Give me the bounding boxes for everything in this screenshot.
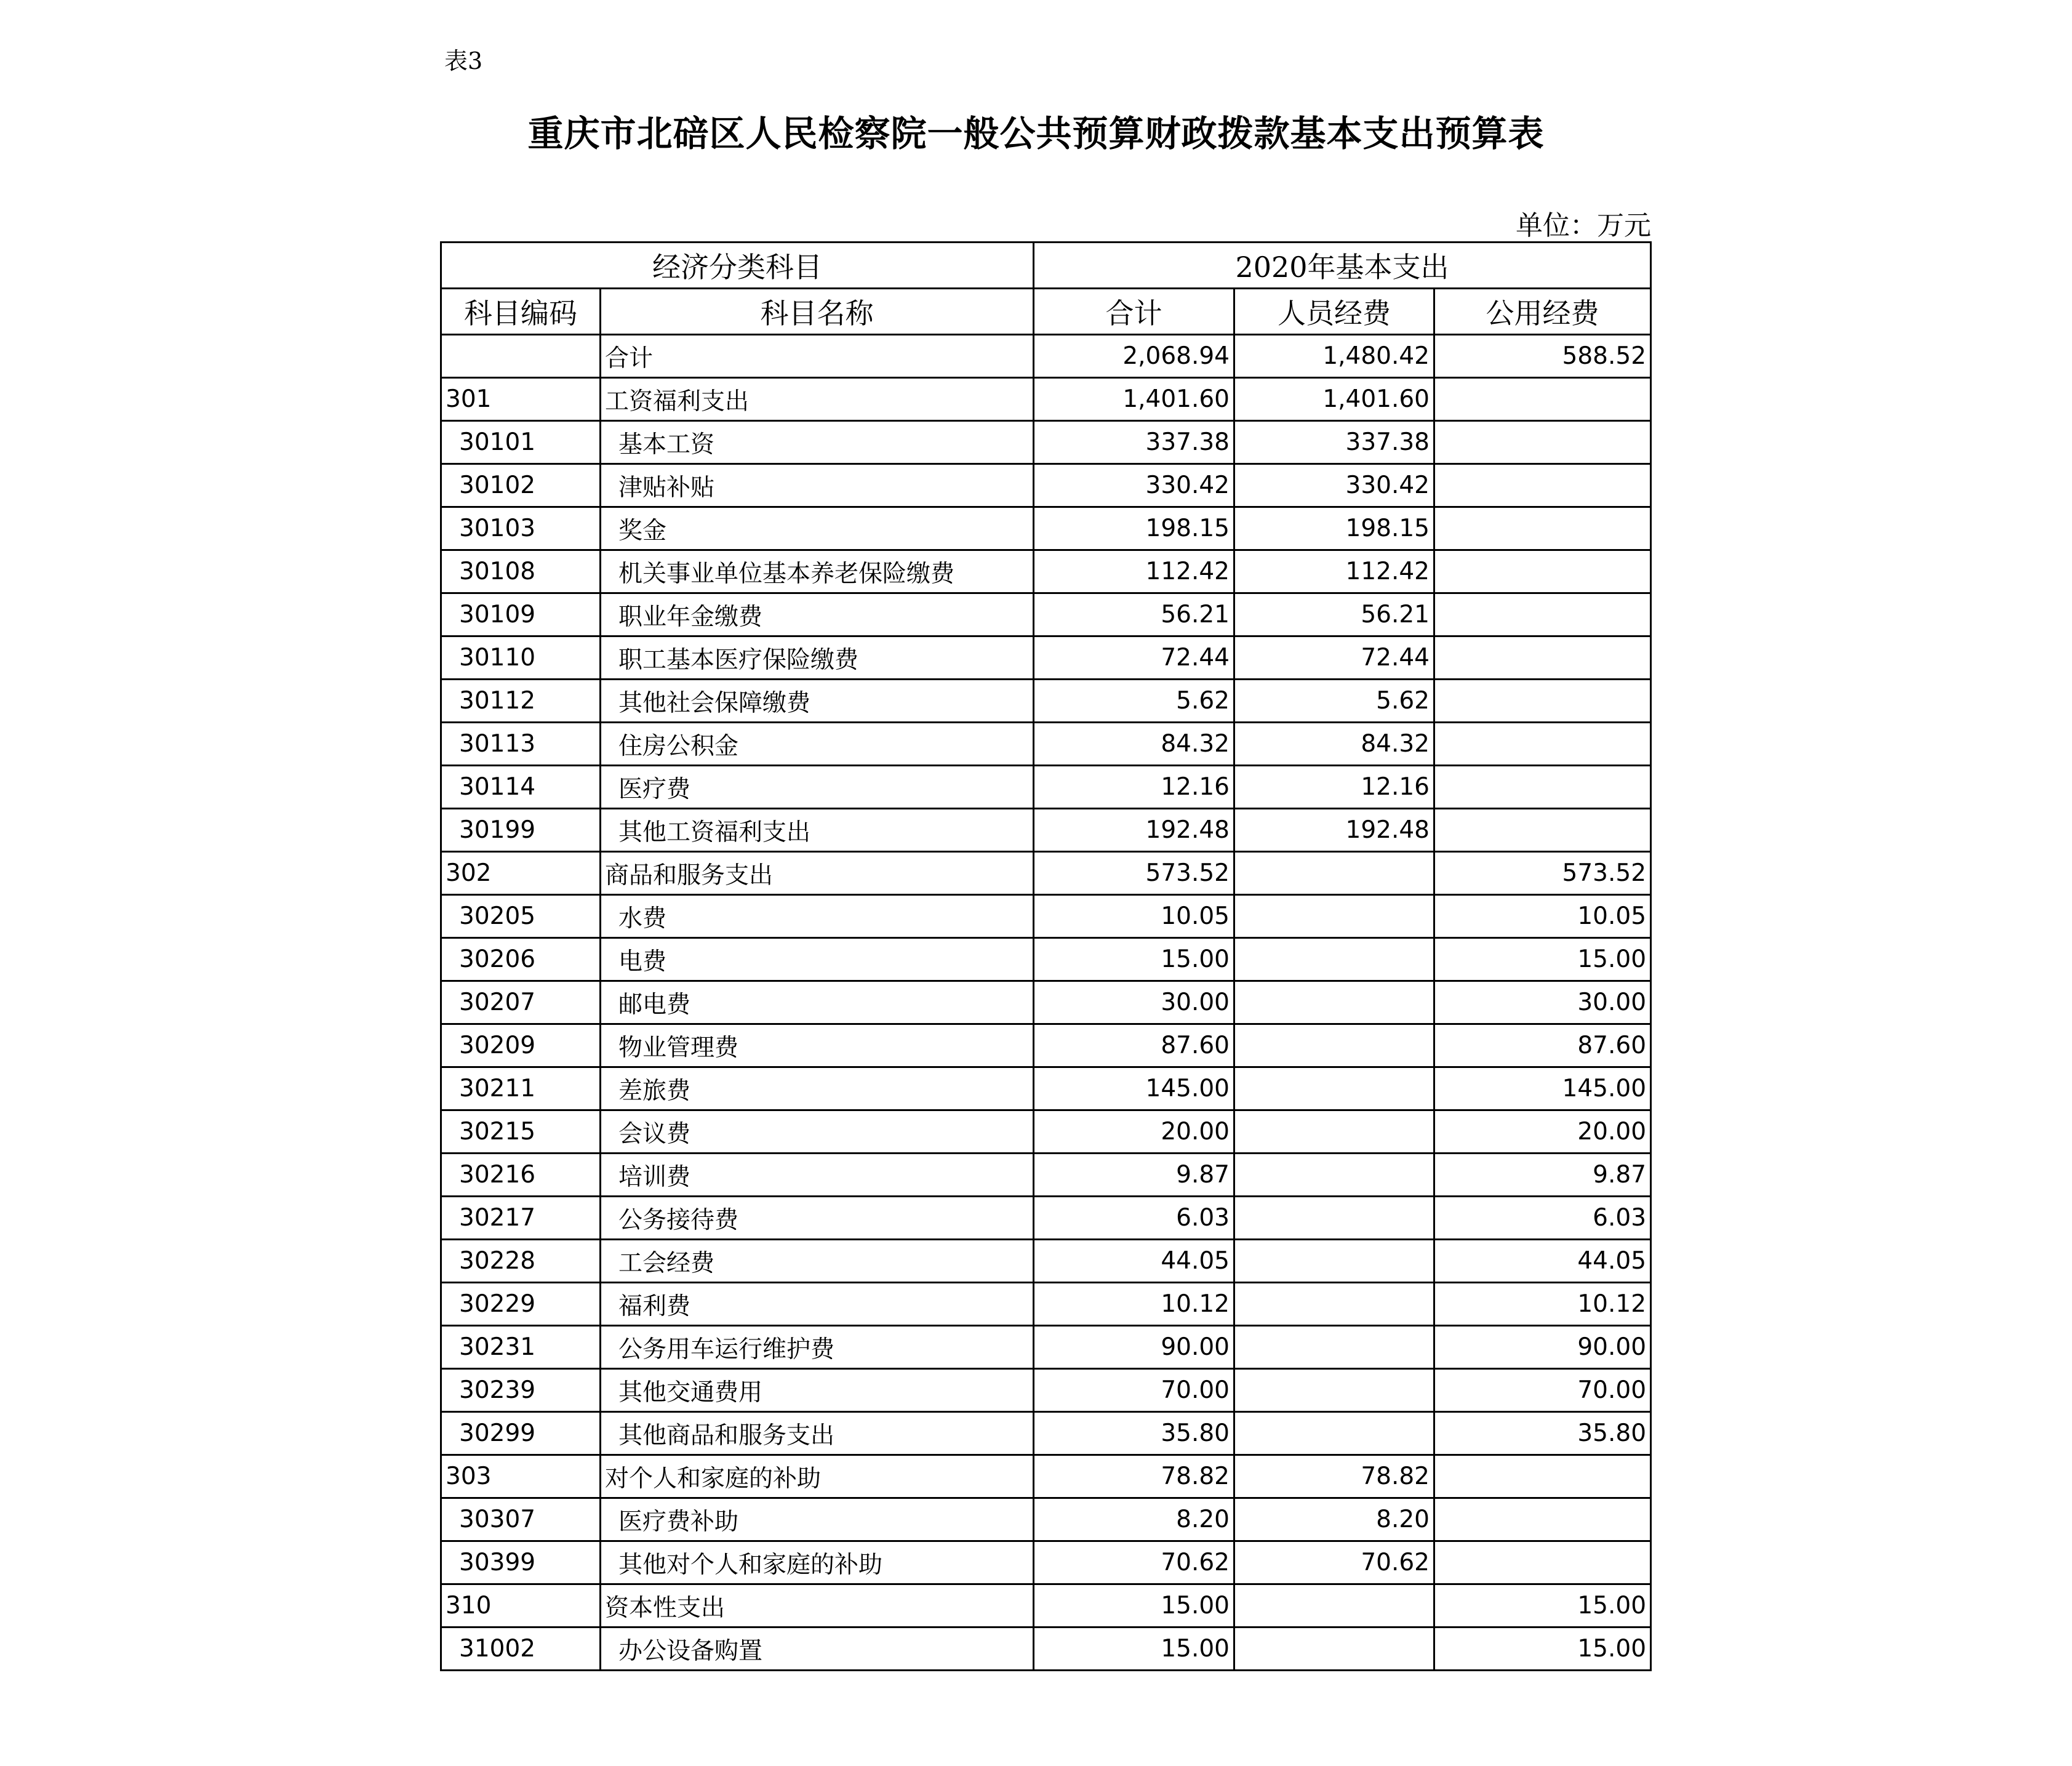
subject-code-cell <box>441 335 601 378</box>
table-row <box>441 550 1651 593</box>
subject-name-cell: 邮电费 <box>601 981 1034 1024</box>
subject-name-cell: 奖金 <box>601 507 1034 550</box>
personnel-expense-cell: 8.20 <box>1234 1498 1434 1541</box>
public-expense-cell: 6.03 <box>1434 1197 1651 1240</box>
table-row <box>441 1541 1651 1584</box>
public-expense-cell: 87.60 <box>1434 1024 1651 1067</box>
public-expense-cell: 20.00 <box>1434 1110 1651 1154</box>
table-row <box>441 1240 1651 1283</box>
total-cell: 56.21 <box>1034 593 1234 636</box>
table-row <box>441 938 1651 981</box>
subject-name-cell: 工会经费 <box>601 1240 1034 1283</box>
total-cell: 6.03 <box>1034 1197 1234 1240</box>
personnel-expense-cell: 337.38 <box>1234 421 1434 464</box>
table-row <box>441 1628 1651 1671</box>
total-cell: 72.44 <box>1034 636 1234 680</box>
table-row <box>441 1110 1651 1154</box>
public-expense-cell: 30.00 <box>1434 981 1651 1024</box>
subject-code-cell: 30110 <box>441 636 601 680</box>
subject-name-cell: 津贴补贴 <box>601 464 1034 507</box>
subject-code-cell: 30228 <box>441 1240 601 1283</box>
personnel-expense-cell: 56.21 <box>1234 593 1434 636</box>
table-row <box>441 1326 1651 1369</box>
total-cell: 15.00 <box>1034 1584 1234 1628</box>
subject-name-cell: 对个人和家庭的补助 <box>601 1455 1034 1498</box>
total-cell: 15.00 <box>1034 938 1234 981</box>
total-cell: 70.00 <box>1034 1369 1234 1412</box>
table-row <box>441 809 1651 852</box>
total-cell: 198.15 <box>1034 507 1234 550</box>
subject-code-cell: 30299 <box>441 1412 601 1455</box>
subject-name-cell: 物业管理费 <box>601 1024 1034 1067</box>
subject-code-cell: 30103 <box>441 507 601 550</box>
subject-name-cell: 办公设备购置 <box>601 1628 1034 1671</box>
subject-code-cell: 30102 <box>441 464 601 507</box>
total-cell: 8.20 <box>1034 1498 1234 1541</box>
subject-code-cell: 30199 <box>441 809 601 852</box>
header-economic-classification: 经济分类科目 <box>441 243 1034 289</box>
personnel-expense-cell <box>1234 1326 1434 1369</box>
subject-name-cell: 合计 <box>601 335 1034 378</box>
public-expense-cell <box>1434 1455 1651 1498</box>
subject-name-cell: 培训费 <box>601 1154 1034 1197</box>
public-expense-cell <box>1434 593 1651 636</box>
subject-code-cell: 30231 <box>441 1326 601 1369</box>
personnel-expense-cell: 72.44 <box>1234 636 1434 680</box>
subject-name-cell: 其他工资福利支出 <box>601 809 1034 852</box>
subject-name-cell: 会议费 <box>601 1110 1034 1154</box>
header-total: 合计 <box>1034 289 1234 335</box>
subject-name-cell: 住房公积金 <box>601 723 1034 766</box>
header-basic-expenditure-2020: 2020年基本支出 <box>1034 243 1651 289</box>
total-cell: 192.48 <box>1034 809 1234 852</box>
total-cell: 112.42 <box>1034 550 1234 593</box>
public-expense-cell <box>1434 550 1651 593</box>
total-cell: 330.42 <box>1034 464 1234 507</box>
subject-name-cell: 水费 <box>601 895 1034 938</box>
personnel-expense-cell <box>1234 1067 1434 1110</box>
personnel-expense-cell <box>1234 1584 1434 1628</box>
subject-name-cell: 机关事业单位基本养老保险缴费 <box>601 550 1034 593</box>
personnel-expense-cell <box>1234 895 1434 938</box>
table-row <box>441 378 1651 421</box>
subject-name-cell: 其他对个人和家庭的补助 <box>601 1541 1034 1584</box>
total-cell: 145.00 <box>1034 1067 1234 1110</box>
personnel-expense-cell <box>1234 1369 1434 1412</box>
total-cell: 35.80 <box>1034 1412 1234 1455</box>
public-expense-cell <box>1434 464 1651 507</box>
total-cell: 1,401.60 <box>1034 378 1234 421</box>
unit-label: 单位：万元 <box>1516 210 1651 241</box>
subject-code-cell: 30215 <box>441 1110 601 1154</box>
subject-code-cell: 30211 <box>441 1067 601 1110</box>
public-expense-cell <box>1434 636 1651 680</box>
subject-code-cell: 30101 <box>441 421 601 464</box>
subject-code-cell: 30112 <box>441 680 601 723</box>
public-expense-cell <box>1434 723 1651 766</box>
subject-name-cell: 福利费 <box>601 1283 1034 1326</box>
public-expense-cell <box>1434 1541 1651 1584</box>
table-row <box>441 1412 1651 1455</box>
total-cell: 15.00 <box>1034 1628 1234 1671</box>
header-subject-name: 科目名称 <box>601 289 1034 335</box>
table-row <box>441 421 1651 464</box>
table-row <box>441 1584 1651 1628</box>
table-row <box>441 593 1651 636</box>
personnel-expense-cell <box>1234 1240 1434 1283</box>
public-expense-cell <box>1434 507 1651 550</box>
personnel-expense-cell: 112.42 <box>1234 550 1434 593</box>
personnel-expense-cell: 198.15 <box>1234 507 1434 550</box>
personnel-expense-cell <box>1234 1628 1434 1671</box>
public-expense-cell: 10.12 <box>1434 1283 1651 1326</box>
personnel-expense-cell <box>1234 981 1434 1024</box>
total-cell: 337.38 <box>1034 421 1234 464</box>
public-expense-cell <box>1434 421 1651 464</box>
personnel-expense-cell: 5.62 <box>1234 680 1434 723</box>
public-expense-cell <box>1434 1498 1651 1541</box>
subject-code-cell: 30307 <box>441 1498 601 1541</box>
table-row <box>441 636 1651 680</box>
subject-code-cell: 30109 <box>441 593 601 636</box>
subject-name-cell: 医疗费补助 <box>601 1498 1034 1541</box>
subject-name-cell: 医疗费 <box>601 766 1034 809</box>
subject-name-cell: 其他交通费用 <box>601 1369 1034 1412</box>
public-expense-cell: 145.00 <box>1434 1067 1651 1110</box>
total-cell: 5.62 <box>1034 680 1234 723</box>
personnel-expense-cell: 70.62 <box>1234 1541 1434 1584</box>
table-row <box>441 1197 1651 1240</box>
subject-code-cell: 30209 <box>441 1024 601 1067</box>
subject-name-cell: 工资福利支出 <box>601 378 1034 421</box>
header-public-expense: 公用经费 <box>1434 289 1651 335</box>
subject-code-cell: 30399 <box>441 1541 601 1584</box>
personnel-expense-cell <box>1234 1412 1434 1455</box>
page-title: 重庆市北碚区人民检察院一般公共预算财政拨款基本支出预算表 <box>527 113 1545 155</box>
personnel-expense-cell: 1,401.60 <box>1234 378 1434 421</box>
subject-code-cell: 30205 <box>441 895 601 938</box>
table-row <box>441 507 1651 550</box>
header-group-row <box>441 243 1651 289</box>
subject-code-cell: 30206 <box>441 938 601 981</box>
subject-name-cell: 资本性支出 <box>601 1584 1034 1628</box>
public-expense-cell <box>1434 809 1651 852</box>
table-header <box>441 243 1651 335</box>
subject-name-cell: 其他社会保障缴费 <box>601 680 1034 723</box>
total-row <box>441 335 1651 378</box>
public-expense-cell: 573.52 <box>1434 852 1651 895</box>
table-body <box>441 335 1651 1671</box>
subject-name-cell: 电费 <box>601 938 1034 981</box>
personnel-expense-cell <box>1234 1154 1434 1197</box>
total-cell: 87.60 <box>1034 1024 1234 1067</box>
total-cell: 20.00 <box>1034 1110 1234 1154</box>
subject-code-cell: 30217 <box>441 1197 601 1240</box>
total-cell: 2,068.94 <box>1034 335 1234 378</box>
table-number-label: 表3 <box>444 47 483 74</box>
personnel-expense-cell <box>1234 852 1434 895</box>
table-row <box>441 464 1651 507</box>
total-cell: 44.05 <box>1034 1240 1234 1283</box>
public-expense-cell <box>1434 378 1651 421</box>
total-cell: 84.32 <box>1034 723 1234 766</box>
personnel-expense-cell: 78.82 <box>1234 1455 1434 1498</box>
table-row <box>441 1498 1651 1541</box>
total-cell: 9.87 <box>1034 1154 1234 1197</box>
table-row <box>441 895 1651 938</box>
public-expense-cell: 10.05 <box>1434 895 1651 938</box>
subject-name-cell: 商品和服务支出 <box>601 852 1034 895</box>
public-expense-cell: 90.00 <box>1434 1326 1651 1369</box>
subject-code-cell: 310 <box>441 1584 601 1628</box>
personnel-expense-cell <box>1234 1197 1434 1240</box>
subject-name-cell: 差旅费 <box>601 1067 1034 1110</box>
public-expense-cell: 15.00 <box>1434 1628 1651 1671</box>
table-row <box>441 723 1651 766</box>
header-personnel-expense: 人员经费 <box>1234 289 1434 335</box>
subject-code-cell: 301 <box>441 378 601 421</box>
budget-table <box>440 241 1652 1671</box>
subject-name-cell: 职工基本医疗保险缴费 <box>601 636 1034 680</box>
table-row <box>441 852 1651 895</box>
public-expense-cell: 15.00 <box>1434 1584 1651 1628</box>
public-expense-cell: 44.05 <box>1434 1240 1651 1283</box>
table-row <box>441 1369 1651 1412</box>
subject-code-cell: 30113 <box>441 723 601 766</box>
total-cell: 78.82 <box>1034 1455 1234 1498</box>
subject-code-cell: 30207 <box>441 981 601 1024</box>
subject-code-cell: 30216 <box>441 1154 601 1197</box>
public-expense-cell: 70.00 <box>1434 1369 1651 1412</box>
personnel-expense-cell <box>1234 938 1434 981</box>
table-row <box>441 766 1651 809</box>
personnel-expense-cell <box>1234 1283 1434 1326</box>
personnel-expense-cell: 1,480.42 <box>1234 335 1434 378</box>
public-expense-cell: 588.52 <box>1434 335 1651 378</box>
public-expense-cell <box>1434 766 1651 809</box>
total-cell: 30.00 <box>1034 981 1234 1024</box>
total-cell: 573.52 <box>1034 852 1234 895</box>
subject-name-cell: 基本工资 <box>601 421 1034 464</box>
table-row <box>441 680 1651 723</box>
subject-code-cell: 30239 <box>441 1369 601 1412</box>
total-cell: 10.05 <box>1034 895 1234 938</box>
personnel-expense-cell: 192.48 <box>1234 809 1434 852</box>
subject-name-cell: 职业年金缴费 <box>601 593 1034 636</box>
table-row <box>441 1455 1651 1498</box>
subject-name-cell: 公务用车运行维护费 <box>601 1326 1034 1369</box>
table-row <box>441 1067 1651 1110</box>
personnel-expense-cell: 12.16 <box>1234 766 1434 809</box>
table-row <box>441 1154 1651 1197</box>
total-cell: 10.12 <box>1034 1283 1234 1326</box>
subject-code-cell: 30114 <box>441 766 601 809</box>
header-column-row <box>441 289 1651 335</box>
personnel-expense-cell <box>1234 1024 1434 1067</box>
public-expense-cell <box>1434 680 1651 723</box>
personnel-expense-cell: 330.42 <box>1234 464 1434 507</box>
subject-name-cell: 公务接待费 <box>601 1197 1034 1240</box>
public-expense-cell: 9.87 <box>1434 1154 1651 1197</box>
header-subject-code: 科目编码 <box>441 289 601 335</box>
subject-code-cell: 30229 <box>441 1283 601 1326</box>
personnel-expense-cell <box>1234 1110 1434 1154</box>
subject-code-cell: 302 <box>441 852 601 895</box>
subject-name-cell: 其他商品和服务支出 <box>601 1412 1034 1455</box>
table-row <box>441 1024 1651 1067</box>
total-cell: 12.16 <box>1034 766 1234 809</box>
personnel-expense-cell: 84.32 <box>1234 723 1434 766</box>
subject-code-cell: 30108 <box>441 550 601 593</box>
total-cell: 90.00 <box>1034 1326 1234 1369</box>
total-cell: 70.62 <box>1034 1541 1234 1584</box>
public-expense-cell: 35.80 <box>1434 1412 1651 1455</box>
table-row <box>441 981 1651 1024</box>
subject-code-cell: 31002 <box>441 1628 601 1671</box>
subject-code-cell: 303 <box>441 1455 601 1498</box>
public-expense-cell: 15.00 <box>1434 938 1651 981</box>
table-row <box>441 1283 1651 1326</box>
